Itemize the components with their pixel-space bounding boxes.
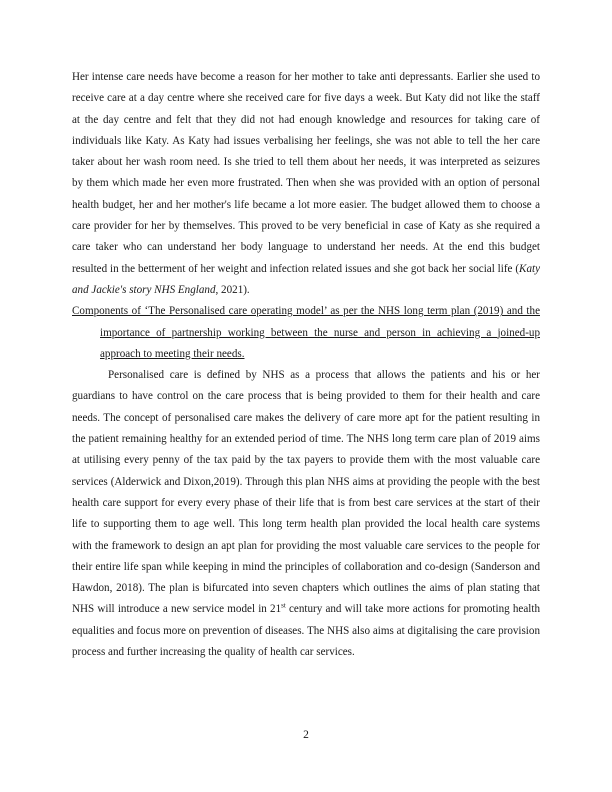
body-text — [72, 67, 540, 663]
paragraph-katy-story — [72, 67, 540, 301]
paragraph-personalised-care — [72, 365, 540, 663]
paragraph-text: Personalised care is defined by NHS as a process that allows the patients and his or her guardians to have control on the care process that is being provided to them for their health and care needs. The concept of personalised care makes the delivery of care more apt for the patient resulting in the patient remaining healthy for an extended period of time. The NHS long term care plan of 2019 aims at utilising every penny of the tax paid by the tax payers to provide them with the most valuable care services (Alderwick and Dixon,2019). Through this plan NHS aims at providing the people with the best health care support for every every phase of their life that is from best care services at the start of their life to supporting them to age well. This long term health plan provided the local health care systems with the framework to design an apt plan for providing the most valuable care services to the people for their entire life span while keeping in mind the principles of collaboration and co-design (Sanderson and Hawdon, 2018). The plan is bifurcated into seven chapters which outlines the aims of plan stating that NHS will introduce a new service model in 21 — [72, 369, 540, 616]
citation-year: , 2021). — [215, 283, 250, 296]
citation-italic: Katy and Jackie's story NHS England — [72, 262, 540, 296]
section-heading: Components of ‘The Personalised care operating model’ as per the NHS long term plan (2019) and the importance of partnership working between the nurse and person in achieving a joined-up approach to meeting their needs. — [72, 305, 540, 360]
paragraph-text: Her intense care needs have become a reason for her mother to take anti depressants. Earlier she used to receive care at a day centre where she received care for five days a week. But Katy did not like the staff at the day centre and felt that they did not had enough knowledge and resources for taking care of individuals like Katy. As Katy had issues verbalising her feelings, she was not able to tell the her care taker about her wash room need. Is she tried to tell them about her needs, it was interpreted as seizures by them which made her even more frustrated. Then when she was provided with an option of personal health budget, her and her mother's life became a lot more easier. The budget allowed them to choose a care provider for her by themselves. This proved to be very beneficial in case of Katy as she required a care taker who can understand her body language to understand her needs. At the end this budget resulted in the betterment of her weight and infection related issues and she got back her social life ( — [72, 71, 540, 275]
paragraph-text-continued: century and will take more actions for promoting health equalities and focus more on prevention of diseases. The NHS also aims at digitalising the care provision process and further increasing the quality of health car services. — [72, 603, 540, 659]
page-number: 2 — [303, 729, 309, 741]
superscript-st: st — [281, 601, 286, 610]
